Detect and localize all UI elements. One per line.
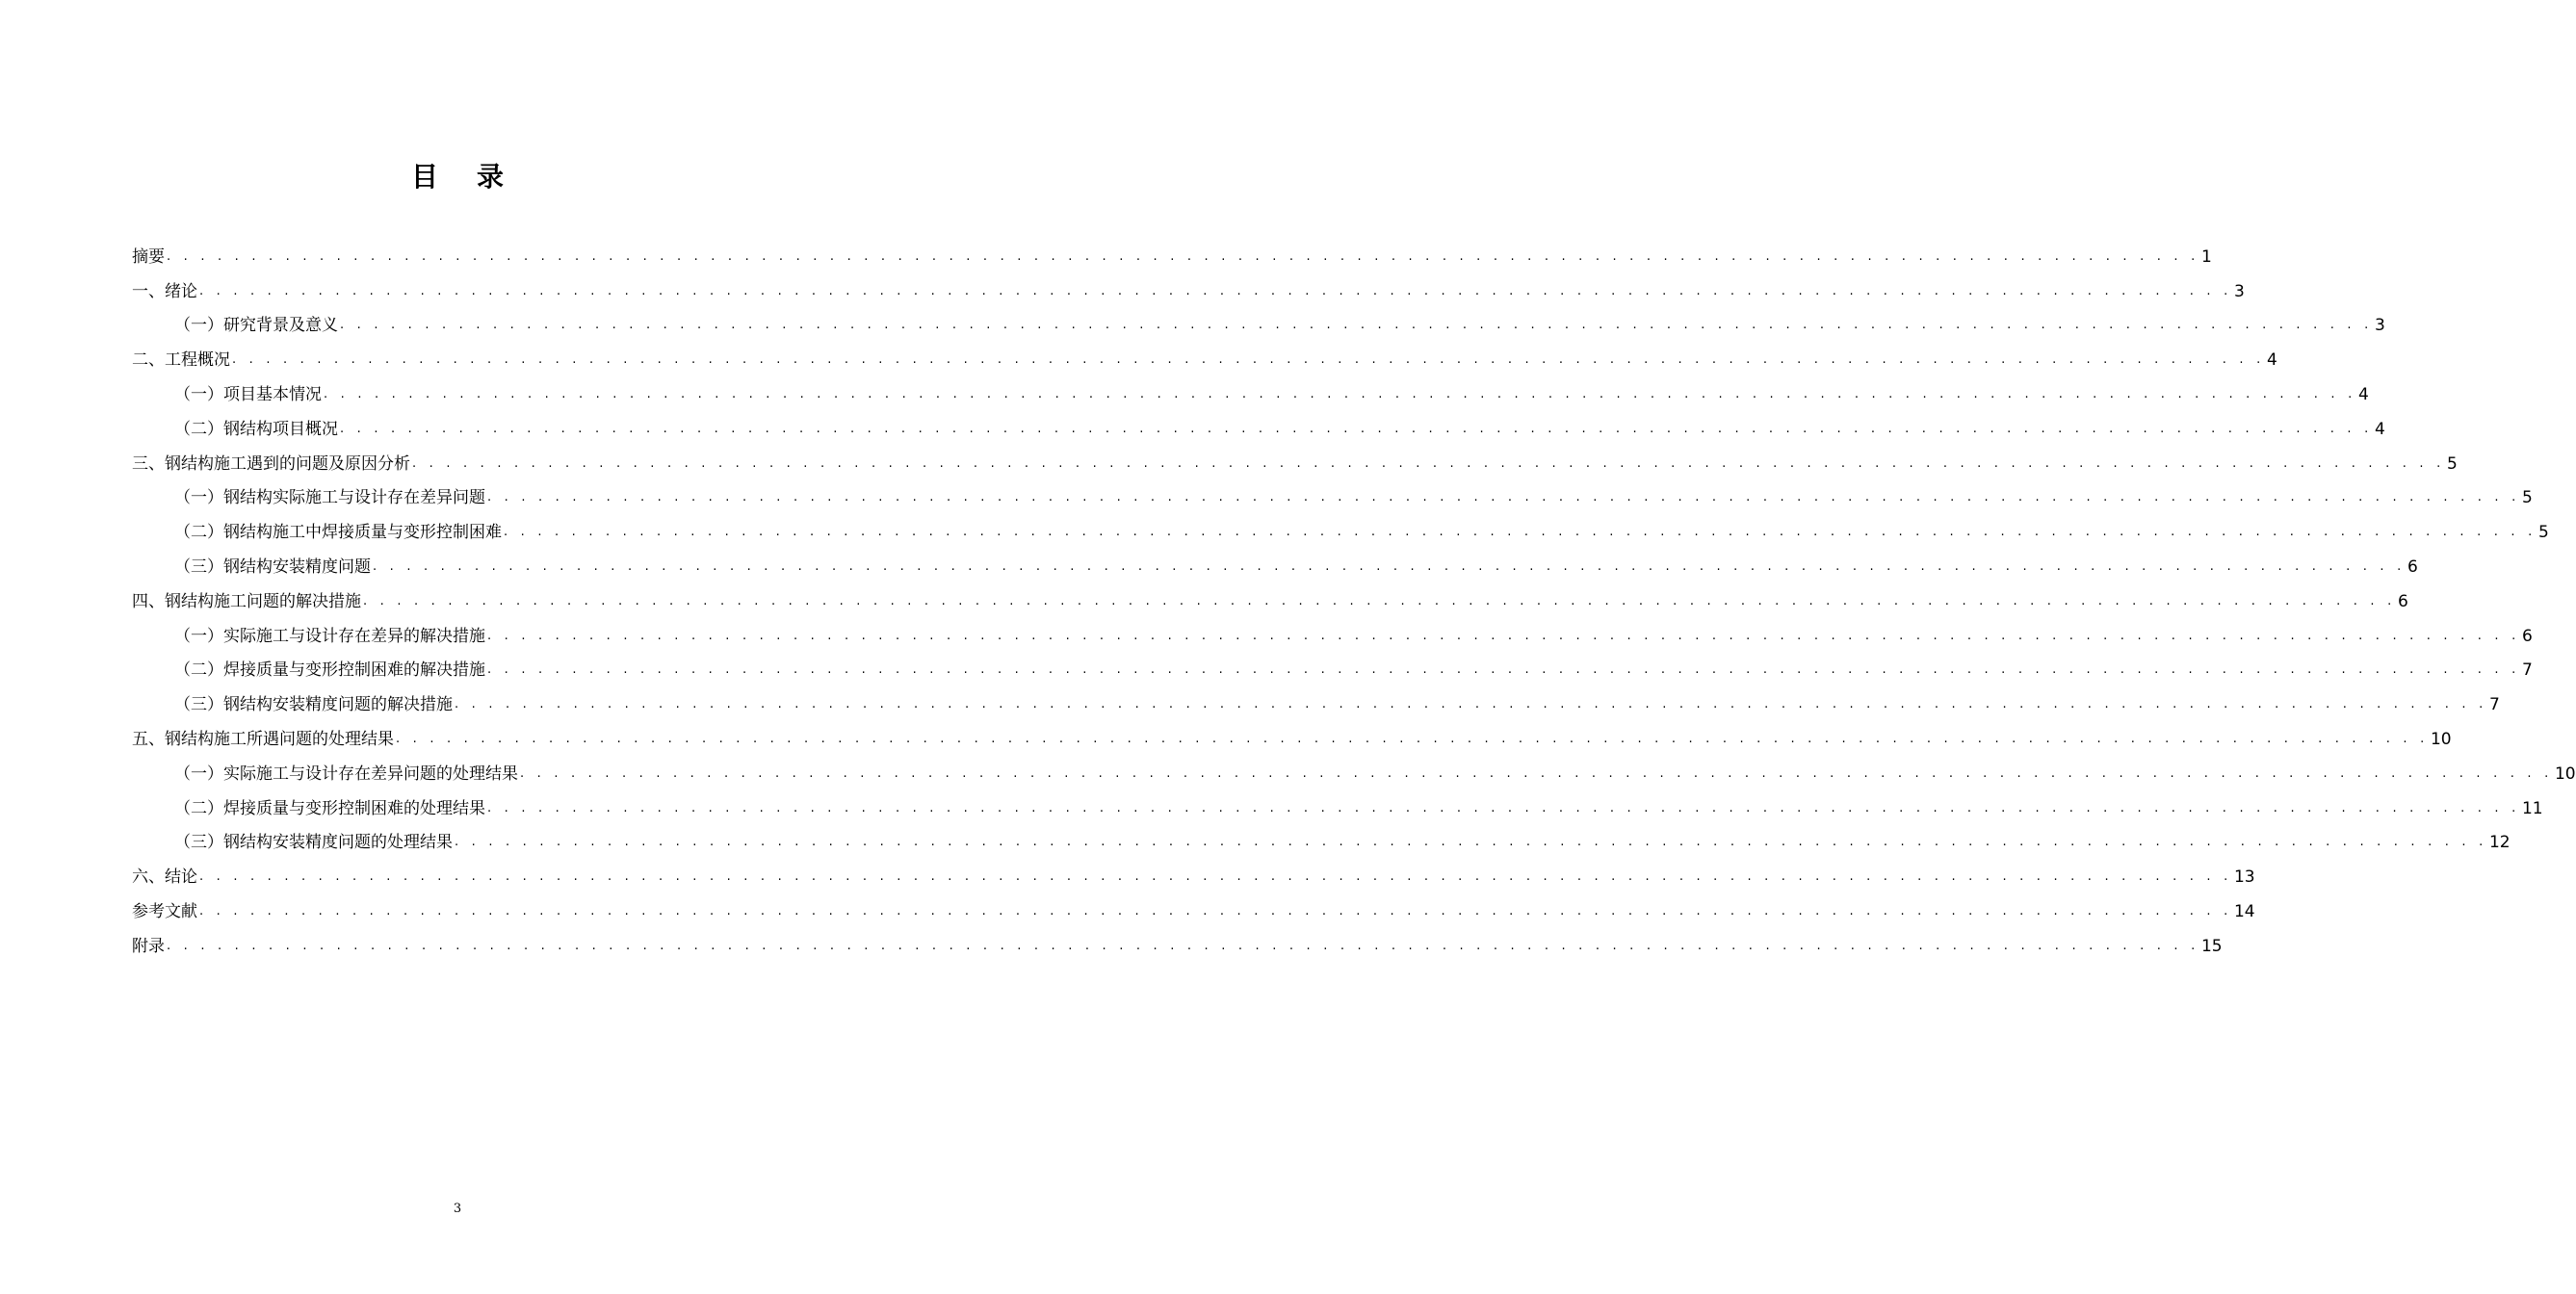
toc-entry-label: （一）项目基本情况 [174,384,322,404]
toc-entry[interactable] [132,818,2511,853]
toc-entry[interactable] [132,474,2533,508]
toc-leader-dots: . . . . . . . . . . . . . . . . . . . . . . . . . . . . . . . . . . . . . . . . . . . . . . . . . . . . . . . . . . . . . . . . . . . . . . . . . . . . . . . . . . . . . . . . . . . . . . . . . . . . . . . . . . . . . . . . . . . . . . . . [167,938,2199,953]
toc-entry[interactable] [132,577,2408,611]
toc-entry[interactable] [132,887,2255,921]
toc-entry-page: 10 [2430,729,2452,749]
toc-leader-dots: . . . . . . . . . . . . . . . . . . . . . . . . . . . . . . . . . . . . . . . . . . . . . . . . . . . . . . . . . . . . . . . . . . . . . . . . . . . . . . . . . . . . . . . . . . . . . . . . . . . . . . . . . . . . . . . . . . . . . . . . [373,558,2406,574]
toc-entry[interactable] [132,749,2576,784]
toc-leader-dots: . . . . . . . . . . . . . . . . . . . . . . . . . . . . . . . . . . . . . . . . . . . . . . . . . . . . . . . . . . . . . . . . . . . . . . . . . . . . . . . . . . . . . . . . . . . . . . . . . . . . . . . . . . . . . . . . . . . . . . . . [199,283,2232,298]
toc-entry[interactable] [132,611,2533,646]
toc-entry-page: 4 [2357,384,2369,404]
toc-entry-label: 二、工程概况 [132,350,230,371]
toc-entry[interactable] [132,335,2277,371]
toc-entry-label: （一）实际施工与设计存在差异问题的处理结果 [174,763,518,784]
toc-entry-page: 15 [2200,936,2223,956]
toc-entry-label: 摘要 [132,246,165,267]
toc-entry[interactable] [132,439,2458,474]
toc-entry-label: （三）钢结构安装精度问题的处理结果 [174,833,453,853]
toc-entry-page: 10 [2554,763,2576,784]
toc-entry-page: 3 [2233,281,2245,301]
toc-entry-page: 6 [2521,626,2533,646]
toc-leader-dots: . . . . . . . . . . . . . . . . . . . . . . . . . . . . . . . . . . . . . . . . . . . . . . . . . . . . . . . . . . . . . . . . . . . . . . . . . . . . . . . . . . . . . . . . . . . . . . . . . . . . . . . . . . . . . . . . . . . . . . . . [487,662,2520,678]
page-title: 目录 [410,161,542,193]
toc-entry-page: 3 [2374,316,2385,336]
toc-entry-label: （一）钢结构实际施工与设计存在差异问题 [174,488,485,508]
toc-leader-dots: . . . . . . . . . . . . . . . . . . . . . . . . . . . . . . . . . . . . . . . . . . . . . . . . . . . . . . . . . . . . . . . . . . . . . . . . . . . . . . . . . . . . . . . . . . . . . . . . . . . . . . . . . . . . . . . . . . . . . . . . [455,697,2487,712]
toc-entry-label: （二）钢结构项目概况 [174,419,338,439]
toc-entry-page: 7 [2488,695,2500,715]
toc-entry-label: （二）焊接质量与变形控制困难的解决措施 [174,660,485,681]
toc-entry[interactable] [132,267,2245,301]
toc-entry[interactable] [132,784,2543,818]
toc-entry-label: 附录 [132,936,165,956]
toc-entry-page: 13 [2233,867,2255,888]
toc-entry-label: （三）钢结构安装精度问题 [174,556,371,577]
toc-entry[interactable] [132,680,2500,715]
toc-entry-page: 4 [2266,350,2277,371]
toc-leader-dots: . . . . . . . . . . . . . . . . . . . . . . . . . . . . . . . . . . . . . . . . . . . . . . . . . . . . . . . . . . . . . . . . . . . . . . . . . . . . . . . . . . . . . . . . . . . . . . . . . . . . . . . . . . . . . . . . . . . . . . . . [167,248,2199,264]
toc-entry-page: 12 [2488,833,2511,853]
toc-leader-dots: . . . . . . . . . . . . . . . . . . . . . . . . . . . . . . . . . . . . . . . . . . . . . . . . . . . . . . . . . . . . . . . . . . . . . . . . . . . . . . . . . . . . . . . . . . . . . . . . . . . . . . . . . . . . . . . . . . . . . . . . [520,765,2553,781]
toc-leader-dots: . . . . . . . . . . . . . . . . . . . . . . . . . . . . . . . . . . . . . . . . . . . . . . . . . . . . . . . . . . . . . . . . . . . . . . . . . . . . . . . . . . . . . . . . . . . . . . . . . . . . . . . . . . . . . . . . . . . . . . . . [324,386,2356,401]
toc-entry-page: 7 [2521,660,2533,681]
toc-entry[interactable] [132,852,2255,888]
toc-entry-page: 4 [2374,419,2385,439]
toc-leader-dots: . . . . . . . . . . . . . . . . . . . . . . . . . . . . . . . . . . . . . . . . . . . . . . . . . . . . . . . . . . . . . . . . . . . . . . . . . . . . . . . . . . . . . . . . . . . . . . . . . . . . . . . . . . . . . . . . . . . . . . . . [232,352,2265,368]
toc-leader-dots: . . . . . . . . . . . . . . . . . . . . . . . . . . . . . . . . . . . . . . . . . . . . . . . . . . . . . . . . . . . . . . . . . . . . . . . . . . . . . . . . . . . . . . . . . . . . . . . . . . . . . . . . . . . . . . . . . . . . . . . . [396,731,2429,746]
toc-entry[interactable] [132,542,2418,577]
toc-entry-label: 三、钢结构施工遇到的问题及原因分析 [132,453,410,474]
toc-entry-page: 6 [2407,556,2418,577]
toc-entry-label: 四、钢结构施工问题的解决措施 [132,591,361,611]
toc-leader-dots: . . . . . . . . . . . . . . . . . . . . . . . . . . . . . . . . . . . . . . . . . . . . . . . . . . . . . . . . . . . . . . . . . . . . . . . . . . . . . . . . . . . . . . . . . . . . . . . . . . . . . . . . . . . . . . . . . . . . . . . . [487,490,2520,505]
toc-entry-label: 五、钢结构施工所遇问题的处理结果 [132,729,394,749]
toc-entry-label: （一）研究背景及意义 [174,316,338,336]
toc-leader-dots: . . . . . . . . . . . . . . . . . . . . . . . . . . . . . . . . . . . . . . . . . . . . . . . . . . . . . . . . . . . . . . . . . . . . . . . . . . . . . . . . . . . . . . . . . . . . . . . . . . . . . . . . . . . . . . . . . . . . . . . . [199,903,2232,919]
toc-entry-label: 一、绪论 [132,281,197,301]
toc-leader-dots: . . . . . . . . . . . . . . . . . . . . . . . . . . . . . . . . . . . . . . . . . . . . . . . . . . . . . . . . . . . . . . . . . . . . . . . . . . . . . . . . . . . . . . . . . . . . . . . . . . . . . . . . . . . . . . . . . . . . . . . . [504,525,2537,540]
toc-entry-label: （二）钢结构施工中焊接质量与变形控制困难 [174,523,502,543]
toc-leader-dots: . . . . . . . . . . . . . . . . . . . . . . . . . . . . . . . . . . . . . . . . . . . . . . . . . . . . . . . . . . . . . . . . . . . . . . . . . . . . . . . . . . . . . . . . . . . . . . . . . . . . . . . . . . . . . . . . . . . . . . . . [199,869,2232,885]
toc-entry-page: 5 [2521,488,2533,508]
toc-leader-dots: . . . . . . . . . . . . . . . . . . . . . . . . . . . . . . . . . . . . . . . . . . . . . . . . . . . . . . . . . . . . . . . . . . . . . . . . . . . . . . . . . . . . . . . . . . . . . . . . . . . . . . . . . . . . . . . . . . . . . . . . [340,318,2373,333]
toc-entry[interactable] [132,370,2369,404]
toc-entry[interactable] [132,714,2452,749]
toc-entry[interactable] [132,301,2385,336]
toc-leader-dots: . . . . . . . . . . . . . . . . . . . . . . . . . . . . . . . . . . . . . . . . . . . . . . . . . . . . . . . . . . . . . . . . . . . . . . . . . . . . . . . . . . . . . . . . . . . . . . . . . . . . . . . . . . . . . . . . . . . . . . . . [363,593,2396,608]
toc-entry-page: 14 [2233,901,2255,921]
toc-leader-dots: . . . . . . . . . . . . . . . . . . . . . . . . . . . . . . . . . . . . . . . . . . . . . . . . . . . . . . . . . . . . . . . . . . . . . . . . . . . . . . . . . . . . . . . . . . . . . . . . . . . . . . . . . . . . . . . . . . . . . . . . [487,628,2520,643]
toc-entry-page: 6 [2397,591,2408,611]
page-number: 3 [453,1202,462,1216]
toc-entry-label: （一）实际施工与设计存在差异的解决措施 [174,626,485,646]
toc-entry-label: 六、结论 [132,867,197,888]
toc-entry-page: 5 [2537,523,2549,543]
toc-leader-dots: . . . . . . . . . . . . . . . . . . . . . . . . . . . . . . . . . . . . . . . . . . . . . . . . . . . . . . . . . . . . . . . . . . . . . . . . . . . . . . . . . . . . . . . . . . . . . . . . . . . . . . . . . . . . . . . . . . . . . . . . [455,835,2487,850]
table-of-contents [132,232,2576,956]
toc-entry-label: （二）焊接质量与变形控制困难的处理结果 [174,798,485,818]
toc-leader-dots: . . . . . . . . . . . . . . . . . . . . . . . . . . . . . . . . . . . . . . . . . . . . . . . . . . . . . . . . . . . . . . . . . . . . . . . . . . . . . . . . . . . . . . . . . . . . . . . . . . . . . . . . . . . . . . . . . . . . . . . . [340,421,2373,436]
toc-entry-page: 1 [2200,246,2212,267]
toc-entry-label: 参考文献 [132,901,197,921]
toc-entry[interactable] [132,404,2385,439]
toc-entry[interactable] [132,507,2549,543]
toc-entry-page: 5 [2446,453,2458,474]
toc-entry[interactable] [132,646,2533,681]
toc-entry[interactable] [132,921,2223,956]
toc-entry[interactable] [132,232,2212,267]
toc-entry-label: （三）钢结构安装精度问题的解决措施 [174,695,453,715]
toc-leader-dots: . . . . . . . . . . . . . . . . . . . . . . . . . . . . . . . . . . . . . . . . . . . . . . . . . . . . . . . . . . . . . . . . . . . . . . . . . . . . . . . . . . . . . . . . . . . . . . . . . . . . . . . . . . . . . . . . . . . . . . . . [487,800,2520,815]
toc-leader-dots: . . . . . . . . . . . . . . . . . . . . . . . . . . . . . . . . . . . . . . . . . . . . . . . . . . . . . . . . . . . . . . . . . . . . . . . . . . . . . . . . . . . . . . . . . . . . . . . . . . . . . . . . . . . . . . . . . . . . . . . . [412,455,2445,471]
toc-entry-page: 11 [2521,798,2543,818]
